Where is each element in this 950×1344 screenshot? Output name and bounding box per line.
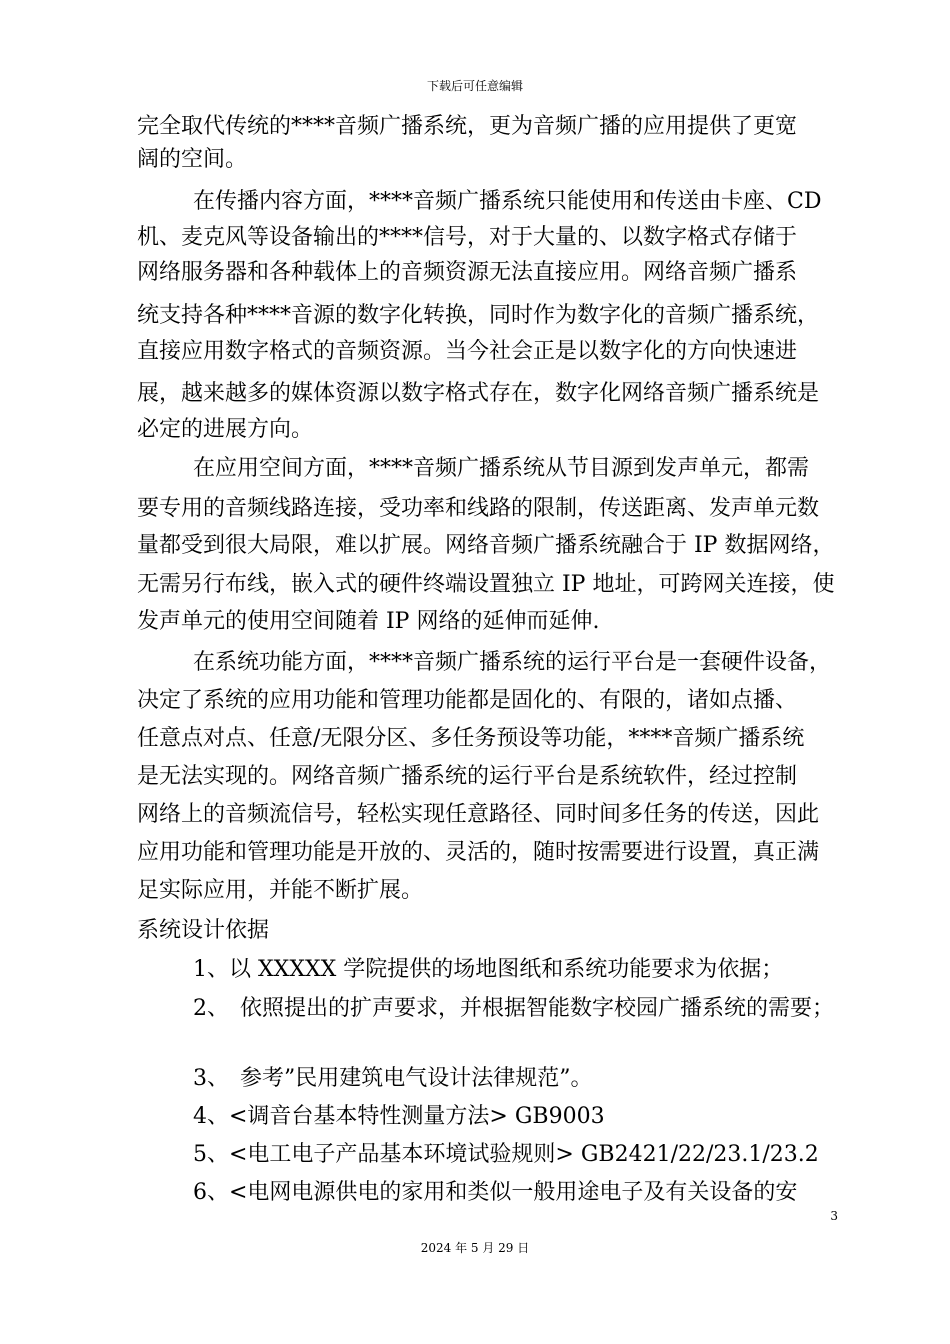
paragraph-line: 机、麦克风等设备输出的****信号，对于大量的、以数字格式存储于 [137, 225, 798, 250]
paragraph-line: 在传播内容方面，****音频广播系统只能使用和传送由卡座、CD [193, 189, 822, 214]
paragraph-line: 任意点对点、任意/无限分区、多任务预设等功能，****音频广播系统 [137, 726, 805, 751]
page-footer-date: 2024 年 5 月 29 日 [420, 1241, 530, 1255]
list-item: 1、以 XXXXX 学院提供的场地图纸和系统功能要求为依据； [193, 957, 784, 982]
page-number: 3 [830, 1209, 838, 1223]
paragraph-line: 量都受到很大局限，难以扩展。网络音频广播系统融合于 IP 数据网络， [137, 533, 835, 558]
paragraph-line: 统支持各种****音源的数字化转换，同时作为数字化的音频广播系统， [137, 303, 820, 328]
paragraph-line: 足实际应用，并能不断扩展。 [137, 878, 424, 903]
list-item: 5、<电工电子产品基本环境试验规则> GB2421/22/23.1/23.2 [193, 1142, 819, 1167]
list-item: 6、<电网电源供电的家用和类似一般用途电子及有关设备的安 [193, 1180, 798, 1205]
paragraph-line: 发声单元的使用空间随着 IP 网络的延伸而延伸. [137, 609, 600, 634]
paragraph-line: 应用功能和管理功能是开放的、灵活的，随时按需要进行设置，真正满 [137, 840, 820, 865]
paragraph-line: 网络上的音频流信号，轻松实现任意路径、同时间多任务的传送，因此 [137, 802, 820, 827]
list-item: 4、<调音台基本特性测量方法> GB9003 [193, 1104, 605, 1129]
paragraph-line: 直接应用数字格式的音频资源。当今社会正是以数字化的方向快速进 [137, 339, 798, 364]
paragraph-line: 无需另行布线，嵌入式的硬件终端设置独立 IP 地址，可跨网关连接，使 [137, 572, 835, 597]
paragraph-line: 在应用空间方面，****音频广播系统从节目源到发声单元，都需 [193, 456, 810, 481]
section-heading: 系统设计依据 [137, 918, 270, 943]
list-item: 3、 参考”民用建筑电气设计法律规范”。 [193, 1066, 593, 1091]
paragraph-line: 展，越来越多的媒体资源以数字格式存在，数字化网络音频广播系统是 [137, 381, 820, 406]
paragraph-line: 必定的进展方向。 [137, 417, 314, 442]
paragraph-line: 决定了系统的应用功能和管理功能都是固化的、有限的，诸如点播、 [137, 688, 798, 713]
list-item: 2、 依照提出的扩声要求，并根据智能数字校园广播系统的需要； [193, 996, 834, 1021]
page-header: 下载后可任意编辑 [426, 79, 523, 93]
paragraph-line: 是无法实现的。网络音频广播系统的运行平台是系统软件，经过控制 [137, 764, 798, 789]
paragraph-line: 网络服务器和各种载体上的音频资源无法直接应用。网络音频广播系 [137, 260, 798, 285]
paragraph-line: 完全取代传统的****音频广播系统，更为音频广播的应用提供了更宽 [137, 114, 798, 139]
paragraph-line: 要专用的音频线路连接，受功率和线路的限制，传送距离、发声单元数 [137, 496, 820, 521]
paragraph-line: 阔的空间。 [137, 147, 248, 172]
paragraph-line: 在系统功能方面，****音频广播系统的运行平台是一套硬件设备， [193, 650, 832, 675]
